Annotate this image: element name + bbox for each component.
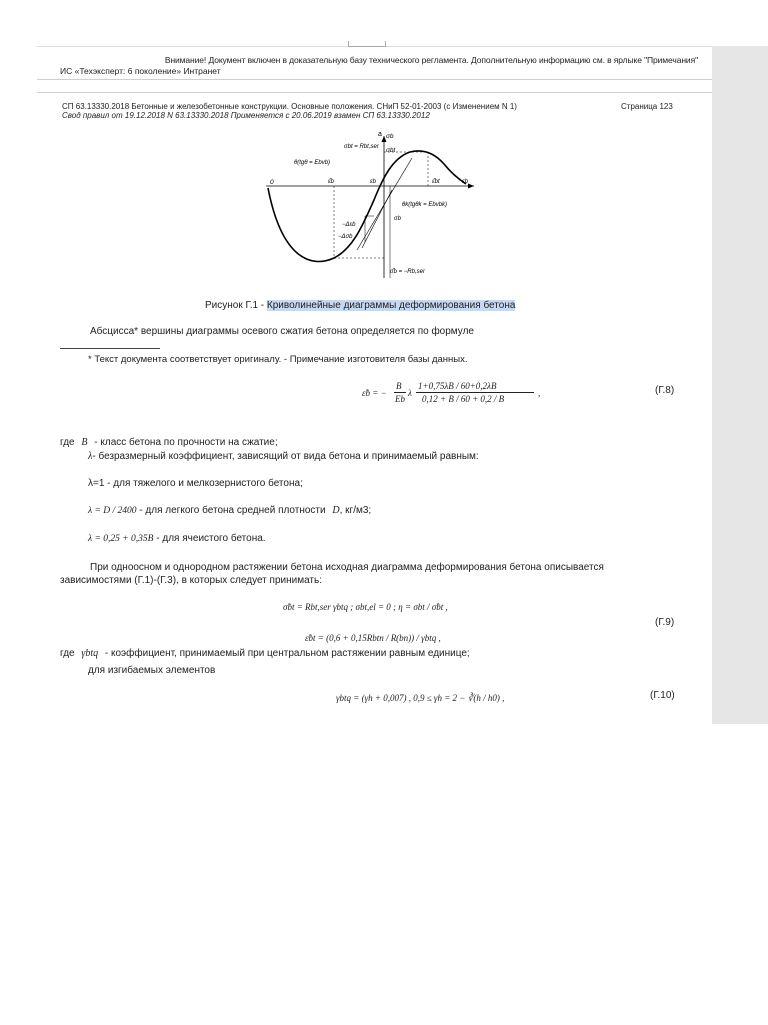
eq8-frac-den: Eb (395, 394, 405, 404)
caption-highlight[interactable]: Криволинейные диаграммы деформирования бетона (266, 300, 516, 311)
formula-g9-line2: ε̂bt = (0,6 + 0,15Rbtn / R(bn)) / γbtq , (305, 633, 441, 643)
header-divider (37, 79, 712, 80)
page-tab-handle[interactable] (348, 41, 386, 47)
figure-label: σb (394, 216, 401, 222)
where-b-text: - класс бетона по прочности на сжатие; (94, 437, 278, 448)
figure-label: a (378, 131, 382, 138)
figure-label: 0 (270, 179, 274, 186)
eq8-tail: , (538, 388, 541, 398)
figure-label: σbt (386, 147, 396, 154)
eq8-frac-num: B (396, 381, 402, 391)
where-gamma (60, 648, 470, 659)
where-b (60, 437, 278, 448)
figure-label: ε̂bt (432, 179, 440, 185)
eq8-num: 1+0,75λB / 60+0,2λB (418, 381, 497, 391)
lambda2-unit: , кг/м3; (339, 505, 372, 516)
lambda-case-1: λ=1 - для тяжелого и мелкозернистого бетона; (88, 478, 303, 489)
where-gamma-prefix: где (60, 648, 75, 659)
lambda-line (88, 451, 479, 462)
figure-label: εb (370, 179, 376, 185)
where-b-symbol: B (81, 437, 88, 448)
deformation-diagram (262, 130, 482, 280)
lambda-symbol: λ (88, 451, 93, 462)
figure-label: εb (462, 179, 468, 185)
figure-label: σ̂b = −Rb,ser (390, 269, 425, 275)
formula-g9-line1: σ̂bt = Rbt,ser γbtq ; σbt,el = 0 ; η = σbt / σ̂bt , (283, 602, 448, 612)
figure-label: σb (386, 133, 394, 140)
header-notice: Внимание! Документ включен в доказательную базу технического регламента. Дополнительную информацию см. в ярлыке "Примечания" (164, 55, 698, 65)
figure-label: −Δσb (338, 234, 353, 240)
document-title: СП 63.13330.2018 Бетонные и железобетонные конструкции. Основные положения. СНиП 52-01-2003 (с Изменением N 1) (62, 102, 517, 111)
figure-label: σbt = Rbt,ser (344, 144, 379, 150)
figure-label: −Δεb (342, 222, 356, 228)
eps-axis-arrow (468, 184, 474, 189)
equation-label: (Г.9) (655, 617, 675, 628)
caption-prefix: Рисунок Г.1 - (205, 300, 267, 311)
lambda2-text: - для легкого бетона средней плотности (139, 505, 326, 516)
page-number: Страница 123 (621, 102, 673, 111)
lambda-case-3 (88, 533, 266, 544)
figure-caption (205, 300, 515, 311)
eq8-den: 0,12 + B / 60 + 0,2 / B (422, 394, 505, 404)
document-subtitle: Свод правил от 19.12.2018 N 63.13330.2018 Применяется с 20.06.2019 взамен СП 63.13330.2012 (62, 111, 430, 120)
lambda-case-2 (88, 505, 371, 516)
eq8-lhs: ε̂b = − (362, 388, 387, 398)
lambda3-text: - для ячеистого бетона. (156, 533, 266, 544)
lambda2-formula: λ = D / 2400 (88, 506, 137, 516)
where-b-prefix: где (60, 437, 75, 448)
footnote-divider (60, 348, 160, 349)
paragraph-line-2: зависимостями (Г.1)-(Г.3), в которых следует принимать: (60, 575, 322, 586)
lambda2-d: D (332, 505, 340, 516)
lambda3-formula: λ = 0,25 + 0,35B (88, 534, 154, 544)
equation-label: (Г.10) (650, 690, 675, 701)
lambda-text: - безразмерный коэффициент, зависящий от вида бетона и принимаемый равным: (92, 451, 479, 462)
header-divider (37, 92, 712, 93)
equation-label: (Г.8) (655, 385, 675, 396)
footnote: * Текст документа соответствует оригиналу. - Примечание изготовителя базы данных. (88, 354, 468, 365)
figure-label: θk(tgθk = Ebvbk) (402, 202, 448, 208)
formula-g10: γbtq = (γh + 0,007) , 0,9 ≤ γh = 2 − ∛(h / h0) , (336, 693, 505, 703)
figure-label: ε̂b (328, 179, 334, 185)
figure-label: θ(tgθ = Ebvb) (294, 160, 331, 166)
eq8-lambda: λ (408, 388, 412, 398)
bending-elements: для изгибаемых элементов (88, 665, 216, 676)
where-gamma-text: - коэффициент, принимаемый при центральном растяжении равным единице; (104, 648, 470, 659)
formula-g8 (362, 380, 562, 410)
gamma-symbol: γbtq (81, 648, 99, 659)
header-producer: ИС «Техэксперт: 6 поколение» Интранет (60, 66, 221, 76)
paragraph-line-1: При одноосном и однородном растяжении бетона исходная диаграмма деформирования бетона описывается (90, 562, 604, 573)
viewer-background (712, 46, 768, 724)
abscissa-text: Абсцисса* вершины диаграммы осевого сжатия бетона определяется по формуле (90, 326, 474, 337)
